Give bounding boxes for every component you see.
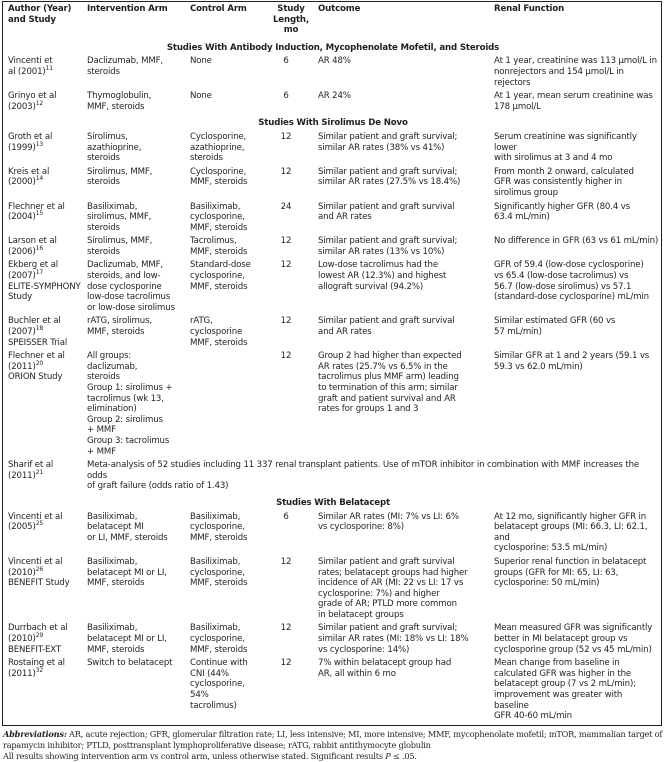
section-header-row xyxy=(3,43,663,57)
table-header-row xyxy=(3,2,663,43)
cell-outcome: Similar patient and graft survival; similar AR rates (27.5% vs 18.4%) xyxy=(318,166,461,188)
table-row xyxy=(3,260,663,316)
cell-control: Cyclosporine, MMF, steroids xyxy=(190,166,248,188)
abbreviations-text: AR, acute rejection; GFR, glomerular filtration rate; LI, less intensive; MI, more intensive; MMF, mycophenolate mofetil; mTOR, mammalian target of rapamycin inhibitor; PTLD, posttransplant lymphoproliferative disease; rATG, rabbit antithymocyte globulin xyxy=(3,728,663,750)
cell-author: Ekberg et al $(2007)^{17}$ ELITE-SYMPHONY Study xyxy=(8,260,81,303)
cell-outcome: Similar AR rates (MI: 7% vs LI: 6% vs cyclosporine: 8%) xyxy=(318,511,459,533)
header-control: Control Arm xyxy=(190,4,247,14)
cell-intervention: Switch to belatacept xyxy=(87,658,173,669)
cell-renal: Mean measured GFR was significantly better in MI belatacept group vs cyclosporine group (52 vs 45 mL/min) xyxy=(494,623,653,655)
reference-number: 26 xyxy=(35,565,44,573)
cell-author: Sharif et al $(2011)^{21}$ xyxy=(8,460,54,481)
meta-analysis-row xyxy=(3,460,663,498)
table-row xyxy=(3,351,663,460)
section-header-row xyxy=(3,118,663,132)
cell-renal: At 1 year, mean serum creatinine was 178 µmol/L xyxy=(494,91,653,112)
cell-intervention: Daclizumab, MMF, steroids xyxy=(87,56,164,77)
table-row xyxy=(3,557,663,624)
cell-renal: No difference in GFR (63 vs 61 mL/min) xyxy=(494,236,659,247)
reference-number: 16 xyxy=(35,245,44,253)
cell-renal: Mean change from baseline in calculated GFR was higher in the belatacept group (7 vs 2 mL/min); improvement was greater with baseline GFR 40-60 mL/min xyxy=(494,658,636,722)
table-footnotes xyxy=(2,729,663,762)
cell-length: 24 xyxy=(280,201,292,212)
cell-length: 12 xyxy=(280,556,292,567)
cell-author: Kreis et al $(2000)^{14}$ xyxy=(8,166,50,188)
table-row xyxy=(3,167,663,202)
section-title: Studies With Antibody Induction, Mycophenolate Mofetil, and Steroids xyxy=(166,42,500,53)
table-row xyxy=(3,658,663,725)
table-body xyxy=(3,43,663,725)
cell-renal: Serum creatinine was significantly lower with sirolimus at 3 and 4 mo xyxy=(494,131,637,164)
cell-renal: Significantly higher GFR (80.4 vs 63.4 mL/min) xyxy=(494,201,630,223)
reference-number: 25 xyxy=(35,520,44,528)
cell-intervention: rATG, sirolimus, MMF, steroids xyxy=(87,316,152,338)
cell-length: 12 xyxy=(280,260,292,271)
cell-author: Flechner et al $(2011)^{20}$ ORION Study xyxy=(8,351,65,383)
cell-control: Cyclosporine, azathioprine, steroids xyxy=(190,131,247,164)
cell-outcome: AR 48% xyxy=(318,56,351,67)
cell-author: Larson et al $(2006)^{16}$ xyxy=(8,236,57,257)
cell-renal: Similar estimated GFR (60 vs 57 mL/min) xyxy=(494,316,616,338)
cell-author: Vincenti et al $(2005)^{25}$ xyxy=(8,511,63,533)
cell-outcome: 7% within belatacept group had AR, all within 6 mo xyxy=(318,658,452,679)
cell-length: 12 xyxy=(280,658,292,669)
reference-number: 32 xyxy=(35,666,44,674)
table-row xyxy=(3,512,663,557)
cell-author: Vincenti et al $(2001)^{11}$ xyxy=(8,56,53,77)
cell-renal: Superior renal function in belatacept groups (GFR for MI: 65, LI: 63, cyclosporine: 50 mL/min) xyxy=(494,556,647,589)
cell-outcome: Similar patient and graft survival; similar AR rates (13% vs 10%) xyxy=(318,236,458,257)
cell-control: Basiliximab, cyclosporine, MMF, steroids xyxy=(190,623,248,655)
cell-author: Groth et al $(1999)^{13}$ xyxy=(8,131,53,153)
header-intervention: Intervention Arm xyxy=(87,4,168,14)
section-title: Studies With Sirolimus De Novo xyxy=(258,118,408,129)
cell-outcome: Similar patient and graft survival rates; belatacept groups had higher incidence of AR (MI: 22 vs LI: 17 vs cyclosporine: 7%) and higher grade of AR; PTLD more common in belatacept groups xyxy=(318,556,468,620)
reference-number: 29 xyxy=(35,632,44,640)
cell-control: Basiliximab, cyclosporine, MMF, steroids xyxy=(190,511,248,543)
cell-control: None xyxy=(190,56,212,67)
cell-outcome: Similar patient and graft survival and AR rates xyxy=(318,201,455,223)
cell-renal: From month 2 onward, calculated GFR was consistently higher in sirolimus group xyxy=(494,166,634,198)
cell-intervention: Basiliximab, belatacept MI or LI, MMF, steroids xyxy=(87,556,167,589)
cell-intervention: Sirolimus, MMF, steroids xyxy=(87,236,153,257)
cell-author: Flechner et al $(2004)^{15}$ xyxy=(8,201,65,223)
table-row xyxy=(3,202,663,237)
header-outcome: Outcome xyxy=(318,4,361,14)
cell-length: 12 xyxy=(280,351,292,362)
reference-number: 18 xyxy=(35,325,44,333)
table-row xyxy=(3,132,663,167)
cell-intervention: All groups: daclizumab, steroids Group 1: sirolimus + tacrolimus (wk 13, elimination) Group 2: sirolimus + MMF Group 3: tacrolimus + MMF xyxy=(87,351,173,457)
cell-renal: Similar GFR at 1 and 2 years (59.1 vs 59.3 vs 62.0 mL/min) xyxy=(494,351,650,372)
cell-renal: At 1 year, creatinine was 113 µmol/L in nonrejectors and 154 µmol/L in rejectors xyxy=(494,56,657,88)
section-header-row xyxy=(3,498,663,512)
cell-control: Basiliximab, cyclosporine, MMF, steroids xyxy=(190,201,248,233)
cell-renal: GFR of 59.4 (low-dose cyclosporine) vs 65.4 (low-dose tacrolimus) vs 56.7 (low-dose sirolimus) vs 57.1 (standard-dose cyclosporine) mL/min xyxy=(494,260,649,303)
section-title: Studies With Belatacept xyxy=(276,497,390,508)
cell-control xyxy=(190,351,267,460)
cell-author: Rostaing et al $(2011)^{32}$ xyxy=(8,658,65,679)
cell-control: Standard-dose cyclosporine, MMF, steroids xyxy=(190,260,251,292)
table-row xyxy=(3,56,663,91)
table-row xyxy=(3,236,663,260)
cell-length: 12 xyxy=(280,131,292,142)
cell-author: Buchler et al $(2007)^{18}$ SPEISSER Trial xyxy=(8,316,68,348)
cell-meta-analysis: Meta-analysis of 52 studies including 11 337 renal transplant patients. Use of mTOR inhibitor in combination with MMF increases the odds of graft failure (odds ratio of 1.43) xyxy=(87,460,639,492)
table-row xyxy=(3,623,663,658)
cell-control: Tacrolimus, MMF, steroids xyxy=(190,236,248,257)
cell-length: 12 xyxy=(280,623,292,634)
cell-outcome: Similar patient and graft survival and AR rates xyxy=(318,316,455,338)
table-row xyxy=(3,316,663,351)
cell-author: Durrbach et al $(2010)^{29}$ BENEFIT-EXT xyxy=(8,623,68,655)
cell-outcome: Similar patient and graft survival; similar AR rates (MI: 18% vs LI: 18% vs cyclosporine: 14%) xyxy=(318,623,469,655)
reference-number: 13 xyxy=(35,140,44,148)
cell-intervention: Daclizumab, MMF, steroids, and low- dose cyclosporine low-dose tacrolimus or low-dose sirolimus xyxy=(87,260,175,313)
cell-length: 6 xyxy=(283,91,289,102)
cell-intervention: Basiliximab, belatacept MI or LI, MMF, steroids xyxy=(87,511,168,543)
header-author: Author (Year) and Study xyxy=(8,4,72,25)
results-table-frame xyxy=(2,1,662,726)
reference-number: 21 xyxy=(35,468,44,476)
cell-renal: At 12 mo, significantly higher GFR in belatacept groups (MI: 66.3, LI: 62.1, and cyclosporine: 53.5 mL/min) xyxy=(494,511,648,554)
significance-note: All results showing intervention arm vs control arm, unless otherwise stated. Significant results P ≤ .05. xyxy=(3,750,417,761)
cell-author: Vincenti et al $(2010)^{26}$ BENEFIT Study xyxy=(8,556,70,589)
cell-author: Grinyo et al $(2003)^{12}$ xyxy=(8,91,57,112)
cell-control: Basiliximab, cyclosporine, MMF, steroids xyxy=(190,556,248,589)
cell-length: 12 xyxy=(280,166,292,177)
reference-number: 15 xyxy=(35,210,44,218)
cell-control: rATG, cyclosporine MMF, steroids xyxy=(190,316,248,348)
abbreviations-note xyxy=(3,729,663,751)
cell-length: 12 xyxy=(280,316,292,327)
header-renal: Renal Function xyxy=(494,4,565,14)
cell-intervention: Sirolimus, MMF, steroids xyxy=(87,166,153,188)
reference-number: 14 xyxy=(35,175,44,183)
cell-outcome: Similar patient and graft survival; similar AR rates (38% vs 41%) xyxy=(318,131,458,153)
cell-outcome: Group 2 had higher than expected AR rates (25.7% vs 6.5% in the tacrolimus plus MMF arm) leading to termination of this arm; similar graft and patient survival and AR rates for groups 1 and 3 xyxy=(318,351,462,415)
reference-number: 20 xyxy=(35,359,44,367)
cell-intervention: Basiliximab, sirolimus, MMF, steroids xyxy=(87,201,152,233)
cell-length: 6 xyxy=(283,56,289,67)
cell-outcome: Low-dose tacrolimus had the lowest AR (12.3%) and highest allograft survival (94.2%) xyxy=(318,260,447,292)
cell-outcome: AR 24% xyxy=(318,91,351,102)
reference-number: 12 xyxy=(35,99,44,107)
header-length: Study Length, mo xyxy=(272,4,309,36)
cell-control: None xyxy=(190,91,212,102)
results-table xyxy=(3,2,663,725)
table-row xyxy=(3,91,663,118)
cell-length: 6 xyxy=(283,511,289,522)
cell-intervention: Thymoglobulin, MMF, steroids xyxy=(87,91,152,112)
cell-intervention: Sirolimus, azathioprine, steroids xyxy=(87,131,142,164)
cell-length: 12 xyxy=(280,236,292,247)
abbreviations-label: Abbreviations: xyxy=(3,728,67,739)
reference-number: 17 xyxy=(35,269,44,277)
cell-control: Continue with CNI (44% cyclosporine, 54% tacrolimus) xyxy=(190,658,248,711)
reference-number: 11 xyxy=(45,65,53,73)
cell-intervention: Basiliximab, belatacept MI or LI, MMF, steroids xyxy=(87,623,167,655)
p-symbol: P xyxy=(385,750,391,761)
